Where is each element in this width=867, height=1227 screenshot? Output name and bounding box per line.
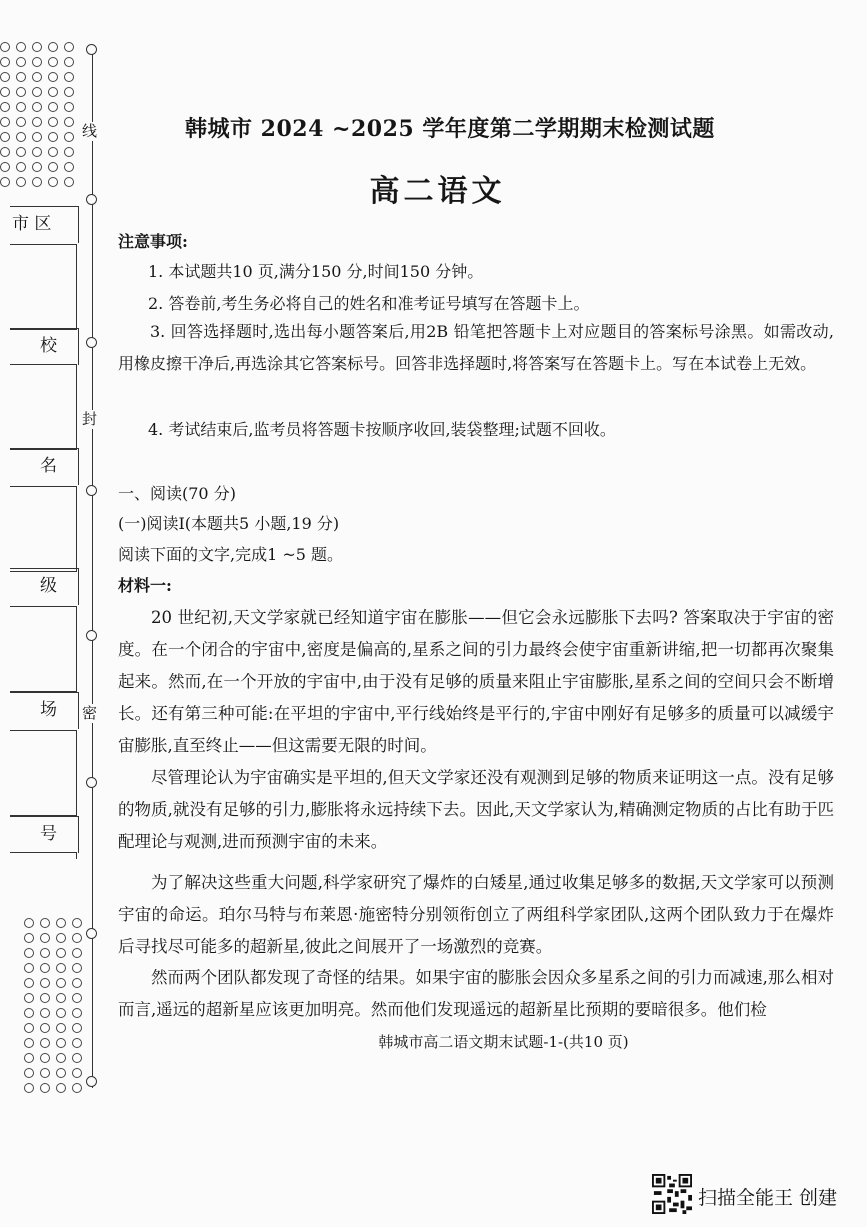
binding-hole-dot [16,87,26,97]
material-label: 材料一: [118,576,172,595]
binding-hole-dot [48,72,58,82]
field-label-district: 市 区 [10,206,79,243]
binding-hole-dot [40,1083,50,1093]
binding-hole-dot [40,1008,50,1018]
binding-hole-dot [24,1008,34,1018]
binding-hole-dot [48,42,58,52]
binding-hole-dot [48,87,58,97]
binding-hole-dot [40,1053,50,1063]
binding-circle [86,630,97,641]
binding-hole-dot [40,948,50,958]
binding-hole-dot [16,102,26,112]
binding-hole-dot [24,933,34,943]
field-box-school [10,364,77,450]
binding-hole-dot [32,132,42,142]
binding-hole-dot [0,72,10,82]
binding-hole-dot [40,918,50,928]
binding-hole-dot [24,963,34,973]
binding-hole-dot [64,42,74,52]
field-label-name: 名 [10,448,79,485]
binding-circle [86,44,97,55]
binding-hole-dot [56,1068,66,1078]
binding-hole-dot [56,1008,66,1018]
binding-hole-dot [72,963,82,973]
field-box-class [10,606,77,692]
binding-hole-dot [56,1083,66,1093]
binding-hole-dot [32,147,42,157]
notes-item: 2. 答卷前,考生务必将自己的姓名和准考证号填写在答题卡上。 [148,294,590,313]
qr-code-icon [652,1174,692,1214]
binding-hole-dot [64,102,74,112]
binding-hole-dot [0,117,10,127]
binding-hole-dot [72,1008,82,1018]
binding-hole-dot [72,1083,82,1093]
binding-hole-dot [16,42,26,52]
binding-hole-dot [48,102,58,112]
binding-circle [86,337,97,348]
binding-hole-dot [56,963,66,973]
binding-hole-dot [56,933,66,943]
notes-heading: 注意事项: [118,232,188,251]
binding-hole-dot [24,918,34,928]
binding-mark-seal: 封 [82,410,98,428]
field-label-room: 场 [10,692,79,729]
section-sub-heading: (一)阅读Ⅰ(本题共5 小题,19 分) [118,514,340,533]
passage-paragraph: 为了解决这些重大问题,科学家研究了爆炸的白矮星,通过收集足够多的数据,天文学家可以预测宇宙的命运。珀尔马特与布莱恩·施密特分别领衔创立了两组科学家团队,这两个团队致力于在爆炸后寻找尽可能多的超新星,彼此之间展开了一场激烈的竞赛。 [118,873,834,956]
field-box-name [10,486,77,572]
notes-item: 4. 考试结束后,监考员将答题卡按顺序收回,装袋整理;试题不回收。 [148,420,616,439]
notes-item: 1. 本试题共10 页,满分150 分,时间150 分钟。 [148,262,484,281]
binding-hole-dot [16,147,26,157]
field-box-district [10,244,77,330]
binding-hole-dot [64,72,74,82]
binding-hole-dot [72,948,82,958]
binding-hole-dot [16,117,26,127]
binding-hole-dot [24,1083,34,1093]
binding-hole-dot [64,147,74,157]
binding-hole-dot [48,147,58,157]
binding-hole-dot [56,948,66,958]
binding-hole-dot [40,933,50,943]
passage-paragraph: 20 世纪初,天文学家就已经知道宇宙在膨胀——但它会永远膨胀下去吗? 答案取决于宇宙的密度。在一个闭合的宇宙中,密度是偏高的,星系之间的引力最终会使宇宙重新讲缩,把一切都再次聚集起来。然而,在一个开放的宇宙中,由于没有足够的质量来阻止宇宙膨胀,星系之间的空间只会不断增长。还有第三种可能:在平坦的宇宙中,平行线始终是平行的,宇宙中刚好有足够多的质量可以减缓宇宙膨胀,直至终止——但这需要无限的时间。 [118,608,834,755]
binding-hole-dot [16,57,26,67]
binding-circle [86,928,97,939]
section-part-heading: 一、阅读(70 分) [118,484,236,503]
binding-hole-dot [24,993,34,1003]
binding-hole-dot [0,132,10,142]
binding-hole-dot [24,1068,34,1078]
binding-hole-dot [32,57,42,67]
binding-hole-dot [56,1053,66,1063]
watermark-text: 扫描全能王 创建 [698,1187,838,1209]
binding-circle [86,1076,97,1087]
binding-hole-dot [40,1068,50,1078]
binding-hole-dot [16,132,26,142]
binding-hole-dot [40,978,50,988]
passage-paragraph: 然而两个团队都发现了奇怪的结果。如果宇宙的膨胀会因众多星系之间的引力而减速,那么相对而言,遥远的超新星应该更加明亮。然而他们发现遥远的超新星比预期的要暗很多。他们检 [118,968,834,1019]
binding-hole-dot [64,57,74,67]
exam-title: 韩城市 2024 ~2025 学年度第二学期期末检测试题 [185,116,715,142]
field-box-seat [10,852,77,859]
field-box-room [10,730,77,816]
binding-hole-dot [0,87,10,97]
binding-mark-secret: 密 [82,704,98,722]
page-footer: 韩城市高二语文期末试题-1-(共10 页) [378,1033,629,1051]
binding-mark-line: 线 [82,122,98,140]
binding-hole-dot [24,1053,34,1063]
binding-hole-dot [40,963,50,973]
binding-hole-dot [48,132,58,142]
binding-hole-dot [32,117,42,127]
binding-hole-dot [48,57,58,67]
binding-hole-dot [40,993,50,1003]
binding-hole-dot [32,72,42,82]
binding-hole-dot [48,117,58,127]
field-label-class: 级 [10,568,79,605]
binding-dot-column-bottom [24,918,82,1093]
binding-hole-dot [64,87,74,97]
section-instruction: 阅读下面的文字,完成1 ~5 题。 [118,545,344,564]
binding-hole-dot [0,147,10,157]
binding-hole-dot [32,87,42,97]
binding-hole-dot [16,72,26,82]
binding-hole-dot [56,918,66,928]
binding-hole-dot [72,978,82,988]
subject-title: 高二语文 [369,174,506,209]
binding-hole-dot [0,57,10,67]
binding-hole-dot [32,42,42,52]
field-label-school: 校 [10,328,79,365]
binding-hole-dot [32,102,42,112]
binding-hole-dot [56,978,66,988]
binding-hole-dot [24,948,34,958]
binding-hole-dot [72,918,82,928]
binding-circle [86,777,97,788]
binding-hole-dot [24,978,34,988]
binding-hole-dot [64,132,74,142]
binding-hole-dot [72,1053,82,1063]
binding-hole-dot [72,993,82,1003]
binding-hole-dot [0,102,10,112]
binding-hole-dot [56,993,66,1003]
binding-hole-dot [72,933,82,943]
binding-hole-dot [64,117,74,127]
binding-hole-dot [72,1068,82,1078]
field-label-seat: 号 [10,816,79,853]
binding-circle [86,485,97,496]
binding-hole-dot [0,42,10,52]
notes-item: 3. 回答选择题时,选出每小题答案后,用2B 铅笔把答题卡上对应题目的答案标号涂黑。如需改动,用橡皮擦干净后,再选涂其它答案标号。回答非选择题时,将答案写在答题卡上。写在本试卷上无效。 [118,322,834,373]
passage-paragraph: 尽管理论认为宇宙确实是平坦的,但天文学家还没有观测到足够的物质来证明这一点。没有足够的物质,就没有足够的引力,膨胀将永远持续下去。因此,天文学家认为,精确测定物质的占比有助于匹配理论与观测,进而预测宇宙的未来。 [118,768,834,851]
